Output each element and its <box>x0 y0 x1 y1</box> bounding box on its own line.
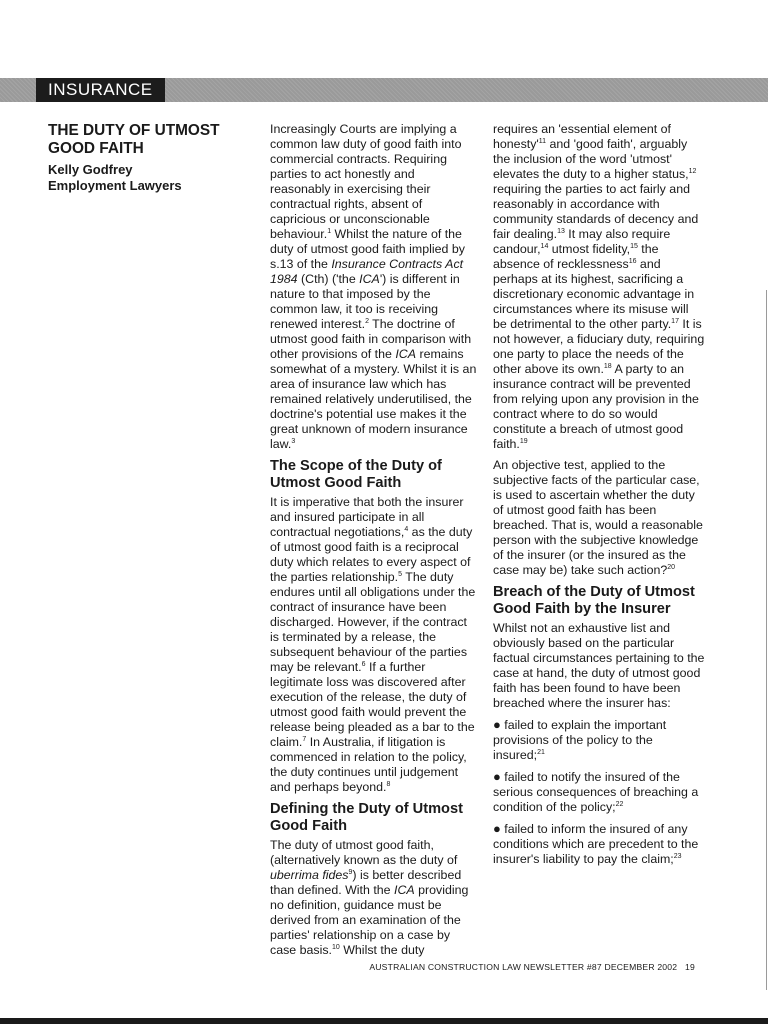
footnote-ref: 20 <box>667 563 676 571</box>
footnote-ref: 7 <box>302 735 307 743</box>
footnote-ref: 8 <box>386 780 391 788</box>
footnote-ref: 16 <box>628 257 637 265</box>
objective-test-paragraph: An objective test, applied to the subjective facts of the particular case, is used to ascertain whether the duty of utmost good faith has been breached. That is, would a reasonable person with the subjective knowledge of the insurer (or the insured as the case may be) take such action?$^{20}$ <box>493 458 703 577</box>
footnote-ref: 6 <box>361 660 366 668</box>
page-number: 19 <box>685 962 695 972</box>
heading-scope: The Scope of the Duty of Utmost Good Faith <box>270 458 442 491</box>
heading-breach: Breach of the Duty of Utmost Good Faith by the Insurer <box>493 584 695 617</box>
footnote-ref: 21 <box>537 748 545 756</box>
page-edge-line <box>766 290 767 990</box>
footnote-ref: 1 <box>327 227 332 235</box>
list-item: ● failed to notify the insured of the serious consequences of breaching a condition of the policy;$^{22}$ <box>493 769 699 814</box>
footnote-ref: 11 <box>538 137 547 145</box>
article-title: THE DUTY OF UTMOST GOOD FAITH <box>48 122 220 157</box>
bullet-icon: ● <box>493 769 501 784</box>
defining-paragraph: The duty of utmost good faith, (alternatively known as the duty of uberrima fides$^9$) is better described than defined. With the ICA providing no definition, guidance must be derived from an examination of the parties' relationship on a case by case basis.$^{10}$ Whilst the duty <box>270 838 469 957</box>
bottom-rule <box>0 1018 768 1024</box>
intro-paragraph: Increasingly Courts are implying a common law duty of good faith into commercial contracts. Requiring parties to act honestly and reasonably in exercising their contractual rights, absent of capricious or unconscionable behaviour.$^1$ Whilst the nature of the duty of utmost good faith implied by s.13 of the Insurance Contracts Act 1984 (Cth) ('the ICA') is different in nature to that imposed by the common law, it too is receiving renewed interest.$^2$ The doctrine of utmost good faith in comparison with other provisions of the ICA remains somewhat of a mystery. Whilst it is an area of insurance law which has remained relatively underutilised, the doctrine's potential use makes it the great unknown of modern insurance law.$^3$ <box>270 122 477 451</box>
footnote-ref: 5 <box>398 570 403 578</box>
heading-defining: Defining the Duty of Utmost Good Faith <box>270 801 463 834</box>
list-item: ● failed to inform the insured of any conditions which are precedent to the insurer's liability to pay the claim;$^{23}$ <box>493 821 699 866</box>
footnote-ref: 2 <box>365 317 369 325</box>
footnote-ref: 12 <box>688 167 697 175</box>
body-column-3 <box>493 122 705 873</box>
list-item: ● failed to explain the important provisions of the policy to the insured;$^{21}$ <box>493 717 667 762</box>
footnote-ref: 15 <box>630 242 638 250</box>
footnote-ref: 14 <box>540 242 549 250</box>
footer-publication: AUSTRALIAN CONSTRUCTION LAW NEWSLETTER #87 DECEMBER 2002 <box>369 962 678 972</box>
body-column-2 <box>270 122 478 964</box>
footnote-ref: 3 <box>291 437 296 445</box>
breach-intro-paragraph: Whilst not an exhaustive list and obviously based on the particular factual circumstances pertaining to the case at hand, the duty of utmost good faith has been found to have been breached where the insurer has: <box>493 621 705 710</box>
footnote-ref: 4 <box>404 525 409 533</box>
footnote-ref: 9 <box>348 868 353 876</box>
author-firm: Employment Lawyers <box>48 178 182 193</box>
footnote-ref: 19 <box>519 437 528 445</box>
article-header-column <box>48 122 248 194</box>
footnote-ref: 23 <box>673 852 682 860</box>
author-name: Kelly Godfrey <box>48 162 133 177</box>
footnote-ref: 13 <box>557 227 565 235</box>
footnote-ref: 18 <box>603 362 612 370</box>
section-label: INSURANCE <box>36 78 165 102</box>
scope-paragraph: It is imperative that both the insurer and insured participate in all contractual negotiations,$^4$ as the duty of utmost good faith is a reciprocal duty which relates to every aspect of the parties relationship.$^5$ The duty endures until all obligations under the contract of insurance have been discharged. However, if the contract is terminated by a release, the subsequent behaviour of the parties may be relevant.$^6$ If a further legitimate loss was discovered after execution of the release, the duty of utmost good faith would prevent the release being pleaded as a bar to the claim.$^7$ In Australia, if litigation is commenced in relation to the policy, the duty continues until judgement and perhaps beyond.$^8$ <box>270 495 476 794</box>
footnote-ref: 17 <box>671 317 679 325</box>
section-banner <box>0 78 768 102</box>
bullet-icon: ● <box>493 821 501 836</box>
bullet-icon: ● <box>493 717 501 732</box>
page-footer <box>369 961 695 973</box>
footnote-ref: 22 <box>615 800 624 808</box>
continuation-paragraph: requires an 'essential element of $honesty'^{11}$ and 'good faith', arguably the inclusion of the word 'utmost' elevates the duty to a higher status,$^{12}$ requiring the parties to act fairly and reasonably in accordance with community standards of decency and fair dealing.$^{13}$ It may also require candour,$^{14}$ utmost fidelity,$^{15}$ the absence of recklessness$^{16}$ and perhaps at its highest, sacrificing a discretionary economic advantage in circumstances where its misuse will be detrimental to the other party.$^{17}$ It is not however, a fiduciary duty, requiring one party to place the needs of the other above its own.$^{18}$ A party to an insurance contract will be prevented from relying upon any provision in the contract where to do so would constitute a breach of utmost good faith.$^{19}$ <box>493 122 705 451</box>
footnote-ref: 10 <box>331 943 340 951</box>
